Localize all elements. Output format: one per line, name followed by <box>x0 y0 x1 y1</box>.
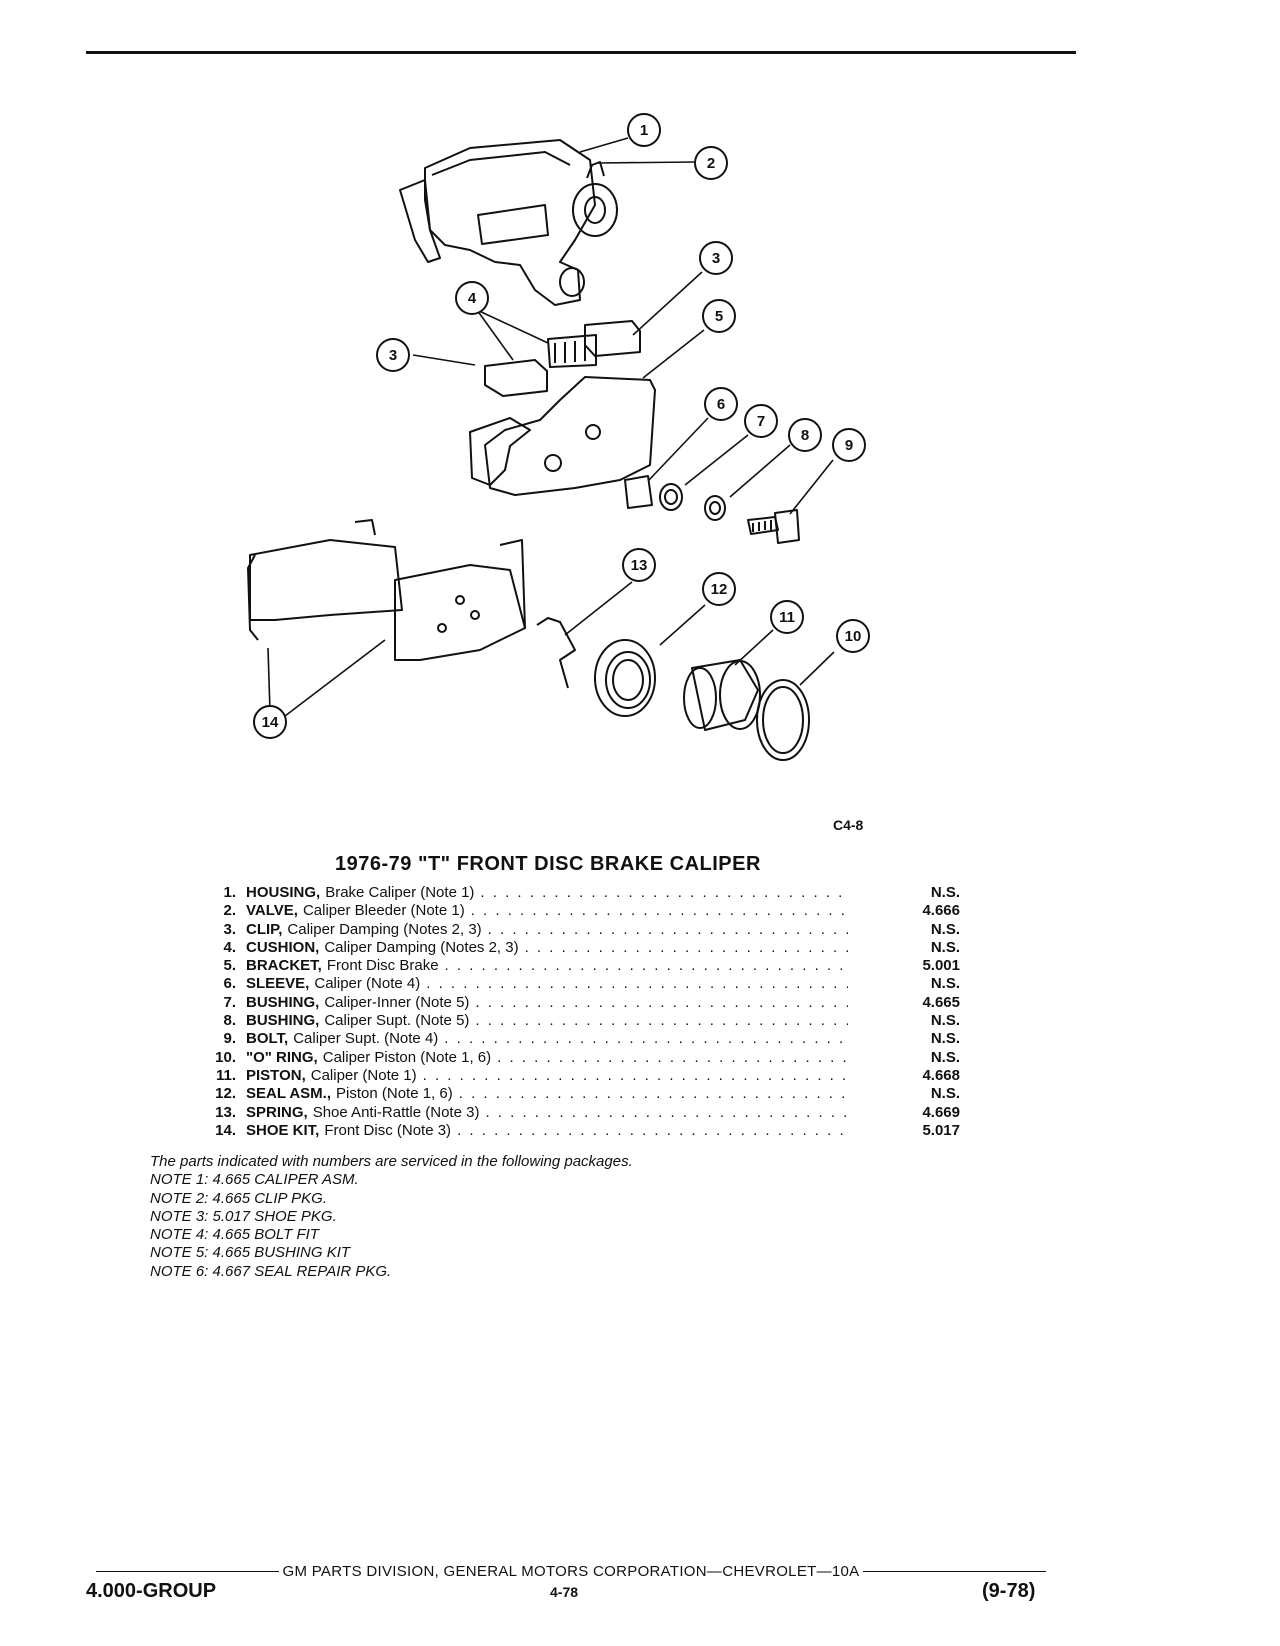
callout-label: 6 <box>716 396 726 413</box>
part-number: 7. <box>223 993 236 1011</box>
footer-rule-right <box>863 1571 1046 1573</box>
part-group-code: N.S. <box>930 1048 960 1066</box>
part-number: 8. <box>223 1012 236 1030</box>
part-group-code: N.S. <box>930 920 960 938</box>
part-name: BOLT, <box>246 1030 289 1048</box>
part-description: Caliper Supt. (Note 5) <box>324 1012 470 1030</box>
callout-label: 12 <box>710 581 728 598</box>
parts-list <box>190 884 960 1140</box>
brake-shoes-drawing <box>248 520 525 660</box>
dot-leader <box>469 1012 848 1030</box>
part-group-code: N.S. <box>930 1085 960 1103</box>
callout-11 <box>771 601 803 633</box>
part-description: Caliper Supt. (Note 4) <box>293 1030 439 1048</box>
parts-row <box>190 1030 960 1048</box>
part-name: "O" RING, <box>246 1048 318 1066</box>
callout-label: 1 <box>639 122 649 139</box>
parts-row <box>190 1012 960 1030</box>
dot-leader <box>479 1104 848 1122</box>
parts-row <box>190 921 960 939</box>
callout-label: 5 <box>714 308 724 325</box>
part-description: Front Disc Brake <box>326 957 439 975</box>
part-description: Front Disc (Note 3) <box>324 1121 452 1139</box>
callout-14 <box>254 706 286 738</box>
part-description: Caliper Piston (Note 1, 6) <box>322 1048 492 1066</box>
note-line: NOTE 4: 4.665 BOLT FIT <box>150 1226 319 1244</box>
parts-row <box>190 1067 960 1085</box>
part-number: 5. <box>223 957 236 975</box>
part-number: 12. <box>215 1085 236 1103</box>
part-name: PISTON, <box>246 1066 306 1084</box>
parts-row <box>190 975 960 993</box>
part-number: 6. <box>223 975 236 993</box>
callout-label: 2 <box>706 155 716 172</box>
part-group-code: N.S. <box>930 1030 960 1048</box>
dot-leader <box>453 1085 848 1103</box>
dot-leader <box>474 884 848 902</box>
notes-intro: The parts indicated with numbers are serviced in the following packages. <box>150 1153 633 1170</box>
parts-row <box>190 939 960 957</box>
callout-3 <box>377 339 409 371</box>
part-number: 9. <box>223 1030 236 1048</box>
figure-code: C4-8 <box>833 817 864 833</box>
parts-row <box>190 1122 960 1140</box>
parts-row <box>190 1104 960 1122</box>
part-name: SLEEVE, <box>246 975 310 993</box>
sleeve-bushings-bolt-drawing <box>625 476 799 543</box>
part-name: BUSHING, <box>246 993 320 1011</box>
parts-row <box>190 902 960 920</box>
parts-row <box>190 884 960 902</box>
part-number: 3. <box>223 920 236 938</box>
part-description: Caliper-Inner (Note 5) <box>324 993 470 1011</box>
callout-label: 7 <box>756 413 766 430</box>
page-title: 1976-79 "T" FRONT DISC BRAKE CALIPER <box>335 853 761 875</box>
callout-1 <box>628 114 660 146</box>
part-description: Caliper (Note 4) <box>314 975 421 993</box>
callout-10 <box>837 620 869 652</box>
dot-leader <box>465 902 848 920</box>
part-name: HOUSING, <box>246 884 321 901</box>
seal-piston-oring-drawing <box>595 640 809 760</box>
callout-label: 3 <box>711 250 721 267</box>
callout-label: 9 <box>844 437 854 454</box>
dot-leader <box>451 1122 848 1140</box>
part-group-code: N.S. <box>930 884 960 901</box>
part-group-code: 5.001 <box>922 957 960 975</box>
part-number: 13. <box>215 1103 236 1121</box>
footer-publisher: GM PARTS DIVISION, GENERAL MOTORS CORPORATION—CHEVROLET—10A <box>282 1563 860 1580</box>
part-name: SHOE KIT, <box>246 1121 320 1139</box>
exploded-view-diagram <box>0 0 1280 790</box>
part-description: Caliper Bleeder (Note 1) <box>302 902 465 920</box>
callout-3 <box>700 242 732 274</box>
callout-5 <box>703 300 735 332</box>
anti-rattle-spring-drawing <box>537 618 575 688</box>
part-name: SEAL ASM., <box>246 1085 332 1103</box>
callout-label: 8 <box>800 427 810 444</box>
part-group-code: N.S. <box>930 1012 960 1030</box>
part-number: 14. <box>215 1121 236 1139</box>
callout-label: 10 <box>844 628 862 645</box>
part-group-code: 4.669 <box>922 1103 960 1121</box>
part-name: BRACKET, <box>246 957 322 975</box>
part-description: Piston (Note 1, 6) <box>336 1085 453 1103</box>
callout-13 <box>623 549 655 581</box>
part-name: CLIP, <box>246 920 283 938</box>
callout-label: 4 <box>467 290 477 307</box>
part-group-code: 5.017 <box>922 1121 960 1139</box>
dot-leader <box>482 921 848 939</box>
dot-leader <box>438 1030 848 1048</box>
callout-9 <box>833 429 865 461</box>
parts-row <box>190 1085 960 1103</box>
part-name: SPRING, <box>246 1103 308 1121</box>
part-number: 11. <box>215 1066 236 1084</box>
part-group-code: N.S. <box>930 975 960 993</box>
callout-bubbles <box>254 114 869 738</box>
dot-leader <box>469 994 848 1012</box>
part-number: 1. <box>223 884 236 901</box>
part-name: CUSHION, <box>246 938 320 956</box>
callout-12 <box>703 573 735 605</box>
bracket-drawing <box>470 377 655 495</box>
part-name: BUSHING, <box>246 1012 320 1030</box>
part-group-code: 4.665 <box>922 993 960 1011</box>
footer-rule-left <box>96 1571 279 1573</box>
footer-line <box>96 1563 1046 1580</box>
dot-leader <box>420 975 848 993</box>
part-description: Caliper (Note 1) <box>310 1066 417 1084</box>
callout-2 <box>695 147 727 179</box>
note-line: NOTE 6: 4.667 SEAL REPAIR PKG. <box>150 1262 392 1280</box>
note-line: NOTE 1: 4.665 CALIPER ASM. <box>150 1171 359 1189</box>
callout-label: 14 <box>261 714 279 731</box>
callout-label: 11 <box>779 609 795 626</box>
part-group-code: 4.668 <box>922 1066 960 1084</box>
caliper-housing-drawing <box>400 140 617 305</box>
parts-row <box>190 994 960 1012</box>
part-name: VALVE, <box>246 902 298 920</box>
group-label: 4.000-GROUP <box>86 1580 217 1602</box>
note-line: NOTE 3: 5.017 SHOE PKG. <box>150 1207 337 1225</box>
page-number: 4-78 <box>550 1584 579 1600</box>
part-description: Caliper Damping (Notes 2, 3) <box>324 938 519 956</box>
dot-leader <box>417 1067 848 1085</box>
part-description: Shoe Anti-Rattle (Note 3) <box>312 1103 480 1121</box>
part-number: 10. <box>215 1048 236 1066</box>
note-line: NOTE 2: 4.665 CLIP PKG. <box>150 1189 328 1207</box>
dot-leader <box>519 939 848 957</box>
parts-row <box>190 1049 960 1067</box>
revision-date: (9-78) <box>982 1580 1036 1602</box>
part-description: Brake Caliper (Note 1) <box>325 884 475 901</box>
callout-8 <box>789 419 821 451</box>
part-group-code: N.S. <box>930 938 960 956</box>
parts-row <box>190 957 960 975</box>
callout-4 <box>456 282 488 314</box>
damping-clips-drawing <box>485 321 640 396</box>
dot-leader <box>491 1049 848 1067</box>
callout-label: 13 <box>630 557 648 574</box>
note-line: NOTE 5: 4.665 BUSHING KIT <box>150 1244 351 1262</box>
part-number: 2. <box>223 902 236 920</box>
part-number: 4. <box>223 938 236 956</box>
part-group-code: 4.666 <box>922 902 960 920</box>
callout-6 <box>705 388 737 420</box>
callout-7 <box>745 405 777 437</box>
part-description: Caliper Damping (Notes 2, 3) <box>287 920 482 938</box>
dot-leader <box>439 957 848 975</box>
service-notes <box>150 1153 633 1281</box>
callout-label: 3 <box>388 347 398 364</box>
